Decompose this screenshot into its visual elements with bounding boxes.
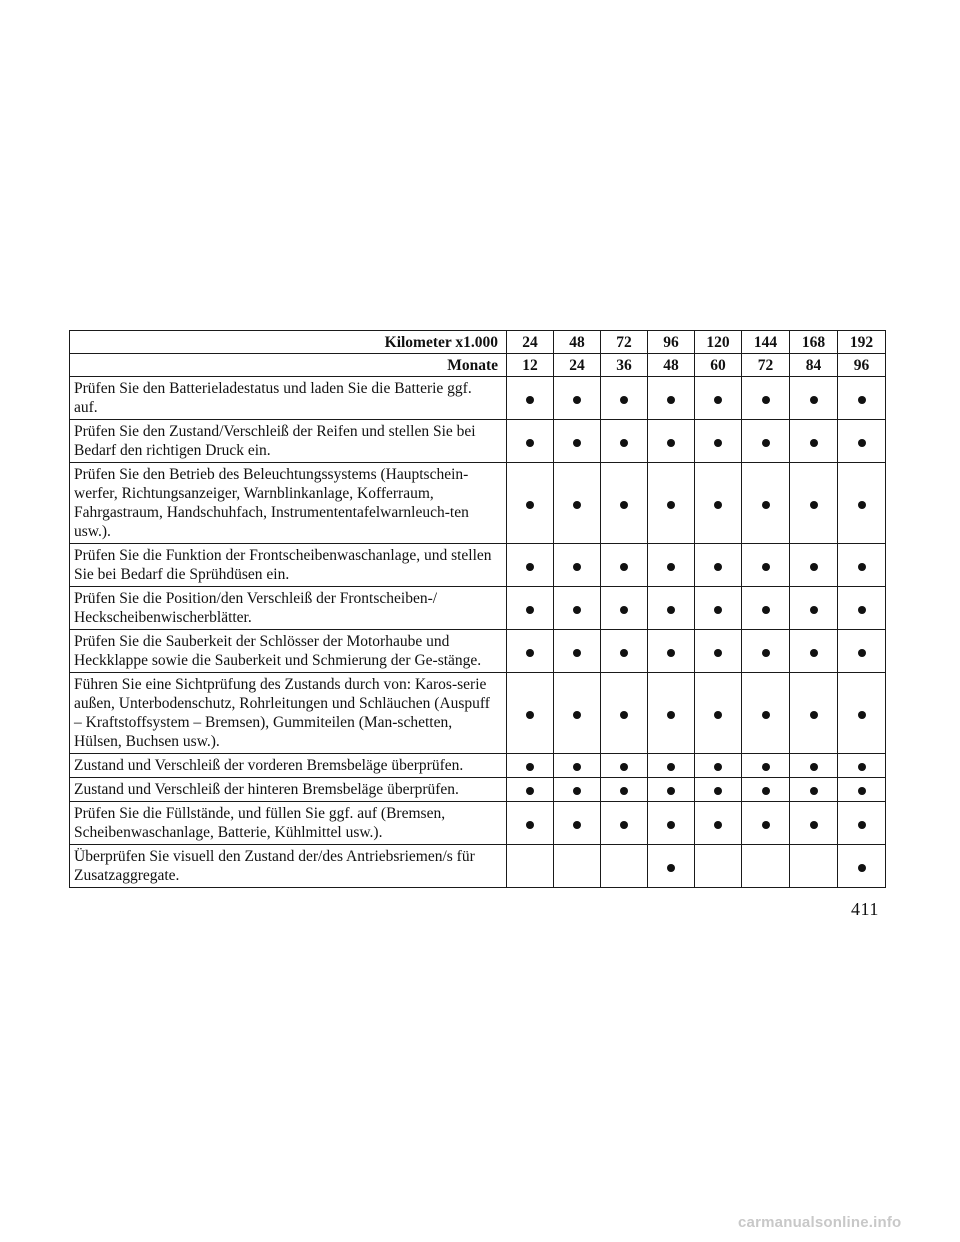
header-interval-cell: 12 bbox=[507, 354, 554, 377]
bullet-icon bbox=[526, 606, 534, 614]
table-row bbox=[70, 587, 886, 630]
task-description: Zustand und Verschleiß der vorderen Bremsbeläge überprüfen. bbox=[70, 754, 507, 778]
header-interval-cell: 72 bbox=[601, 331, 648, 354]
interval-cell bbox=[554, 587, 601, 630]
interval-cell bbox=[554, 463, 601, 544]
interval-cell bbox=[695, 544, 742, 587]
bullet-icon bbox=[573, 763, 581, 771]
table-header-row bbox=[70, 354, 886, 377]
bullet-icon bbox=[620, 821, 628, 829]
interval-cell bbox=[507, 463, 554, 544]
interval-cell bbox=[742, 420, 790, 463]
header-interval-cell: 120 bbox=[695, 331, 742, 354]
bullet-icon bbox=[858, 606, 866, 614]
bullet-icon bbox=[620, 396, 628, 404]
interval-cell bbox=[507, 673, 554, 754]
interval-cell bbox=[742, 587, 790, 630]
interval-cell bbox=[790, 802, 838, 845]
header-interval-cell: 168 bbox=[790, 331, 838, 354]
interval-cell bbox=[790, 778, 838, 802]
interval-cell bbox=[838, 463, 886, 544]
interval-cell bbox=[648, 778, 695, 802]
bullet-icon bbox=[762, 763, 770, 771]
interval-cell bbox=[554, 420, 601, 463]
interval-cell bbox=[838, 377, 886, 420]
interval-cell bbox=[554, 630, 601, 673]
interval-cell bbox=[554, 754, 601, 778]
interval-cell bbox=[601, 420, 648, 463]
header-interval-cell: 84 bbox=[790, 354, 838, 377]
bullet-icon bbox=[810, 649, 818, 657]
header-interval-cell: 96 bbox=[648, 331, 695, 354]
interval-cell bbox=[601, 778, 648, 802]
header-interval-cell: 48 bbox=[554, 331, 601, 354]
bullet-icon bbox=[810, 501, 818, 509]
interval-cell bbox=[790, 587, 838, 630]
table-row bbox=[70, 420, 886, 463]
header-interval-cell: 48 bbox=[648, 354, 695, 377]
interval-cell bbox=[507, 845, 554, 888]
bullet-icon bbox=[714, 396, 722, 404]
interval-cell bbox=[790, 544, 838, 587]
bullet-icon bbox=[858, 763, 866, 771]
task-description: Prüfen Sie die Position/den Verschleiß der Frontscheiben-/ Heckscheibenwischerblätter. bbox=[70, 587, 507, 630]
interval-cell bbox=[601, 845, 648, 888]
table-header-row bbox=[70, 331, 886, 354]
interval-cell bbox=[695, 377, 742, 420]
maintenance-schedule-table bbox=[69, 330, 886, 888]
bullet-icon bbox=[526, 787, 534, 795]
interval-cell bbox=[838, 630, 886, 673]
table-row bbox=[70, 754, 886, 778]
bullet-icon bbox=[526, 711, 534, 719]
interval-cell bbox=[507, 420, 554, 463]
interval-cell bbox=[838, 802, 886, 845]
interval-cell bbox=[554, 845, 601, 888]
interval-cell bbox=[838, 587, 886, 630]
interval-cell bbox=[742, 377, 790, 420]
interval-cell bbox=[790, 630, 838, 673]
bullet-icon bbox=[573, 501, 581, 509]
interval-cell bbox=[507, 377, 554, 420]
table-row bbox=[70, 630, 886, 673]
interval-cell bbox=[838, 420, 886, 463]
bullet-icon bbox=[762, 787, 770, 795]
bullet-icon bbox=[858, 501, 866, 509]
interval-cell bbox=[838, 673, 886, 754]
interval-cell bbox=[648, 420, 695, 463]
bullet-icon bbox=[714, 711, 722, 719]
interval-cell bbox=[838, 845, 886, 888]
interval-cell bbox=[648, 754, 695, 778]
header-interval-cell: 96 bbox=[838, 354, 886, 377]
task-description: Führen Sie eine Sichtprüfung des Zustands durch von: Karos-serie außen, Unterbodenschutz, Rohrleitungen und Schläuchen (Auspuff – Kraftstoffsystem – Bremsen), Gummiteilen (Man-schetten, Hülsen, Buchsen usw.). bbox=[70, 673, 507, 754]
interval-cell bbox=[742, 778, 790, 802]
interval-cell bbox=[742, 544, 790, 587]
interval-cell bbox=[790, 754, 838, 778]
bullet-icon bbox=[667, 864, 675, 872]
interval-cell bbox=[554, 377, 601, 420]
bullet-icon bbox=[573, 711, 581, 719]
bullet-icon bbox=[526, 563, 534, 571]
header-interval-cell: 144 bbox=[742, 331, 790, 354]
bullet-icon bbox=[667, 606, 675, 614]
bullet-icon bbox=[667, 396, 675, 404]
interval-cell bbox=[554, 673, 601, 754]
bullet-icon bbox=[858, 711, 866, 719]
interval-cell bbox=[507, 778, 554, 802]
bullet-icon bbox=[858, 821, 866, 829]
bullet-icon bbox=[858, 649, 866, 657]
interval-cell bbox=[695, 845, 742, 888]
bullet-icon bbox=[810, 563, 818, 571]
bullet-icon bbox=[620, 649, 628, 657]
table-row bbox=[70, 544, 886, 587]
bullet-icon bbox=[810, 763, 818, 771]
interval-cell bbox=[742, 802, 790, 845]
header-row-label: Monate bbox=[70, 354, 507, 377]
interval-cell bbox=[601, 630, 648, 673]
header-row-label: Kilometer x1.000 bbox=[70, 331, 507, 354]
table-row bbox=[70, 778, 886, 802]
bullet-icon bbox=[667, 501, 675, 509]
interval-cell bbox=[695, 802, 742, 845]
interval-cell bbox=[601, 587, 648, 630]
bullet-icon bbox=[858, 396, 866, 404]
bullet-icon bbox=[858, 563, 866, 571]
interval-cell bbox=[648, 377, 695, 420]
bullet-icon bbox=[762, 821, 770, 829]
interval-cell bbox=[507, 802, 554, 845]
bullet-icon bbox=[526, 396, 534, 404]
bullet-icon bbox=[714, 787, 722, 795]
bullet-icon bbox=[810, 396, 818, 404]
bullet-icon bbox=[573, 439, 581, 447]
bullet-icon bbox=[667, 649, 675, 657]
table-row bbox=[70, 673, 886, 754]
bullet-icon bbox=[667, 763, 675, 771]
bullet-icon bbox=[620, 787, 628, 795]
bullet-icon bbox=[810, 439, 818, 447]
interval-cell bbox=[695, 673, 742, 754]
bullet-icon bbox=[762, 711, 770, 719]
bullet-icon bbox=[620, 711, 628, 719]
interval-cell bbox=[742, 754, 790, 778]
interval-cell bbox=[742, 673, 790, 754]
bullet-icon bbox=[667, 821, 675, 829]
task-description: Prüfen Sie den Betrieb des Beleuchtungssystems (Hauptschein-werfer, Richtungsanzeiger, Warnblinkanlage, Kofferraum, Fahrgastraum, Handschuhfach, Instrumententafelwarnleuch-ten usw.). bbox=[70, 463, 507, 544]
bullet-icon bbox=[858, 864, 866, 872]
task-description: Prüfen Sie die Füllstände, und füllen Sie ggf. auf (Bremsen, Scheibenwaschanlage, Batterie, Kühlmittel usw.). bbox=[70, 802, 507, 845]
bullet-icon bbox=[573, 821, 581, 829]
interval-cell bbox=[601, 673, 648, 754]
bullet-icon bbox=[573, 563, 581, 571]
table-row bbox=[70, 463, 886, 544]
interval-cell bbox=[695, 463, 742, 544]
interval-cell bbox=[790, 420, 838, 463]
interval-cell bbox=[695, 587, 742, 630]
interval-cell bbox=[601, 754, 648, 778]
page-number: 411 bbox=[851, 899, 879, 919]
bullet-icon bbox=[762, 606, 770, 614]
bullet-icon bbox=[620, 563, 628, 571]
interval-cell bbox=[507, 544, 554, 587]
interval-cell bbox=[648, 463, 695, 544]
header-interval-cell: 24 bbox=[507, 331, 554, 354]
bullet-icon bbox=[573, 787, 581, 795]
interval-cell bbox=[742, 463, 790, 544]
watermark-text: carmanualsonline.info bbox=[738, 1214, 902, 1231]
bullet-icon bbox=[667, 439, 675, 447]
bullet-icon bbox=[714, 763, 722, 771]
bullet-icon bbox=[526, 501, 534, 509]
header-interval-cell: 24 bbox=[554, 354, 601, 377]
bullet-icon bbox=[762, 649, 770, 657]
interval-cell bbox=[838, 778, 886, 802]
task-description: Zustand und Verschleiß der hinteren Bremsbeläge überprüfen. bbox=[70, 778, 507, 802]
bullet-icon bbox=[810, 711, 818, 719]
bullet-icon bbox=[714, 439, 722, 447]
interval-cell bbox=[601, 544, 648, 587]
interval-cell bbox=[507, 754, 554, 778]
interval-cell bbox=[838, 754, 886, 778]
bullet-icon bbox=[620, 501, 628, 509]
task-description: Überprüfen Sie visuell den Zustand der/des Antriebsriemen/s für Zusatzaggregate. bbox=[70, 845, 507, 888]
interval-cell bbox=[790, 845, 838, 888]
interval-cell bbox=[648, 673, 695, 754]
bullet-icon bbox=[762, 396, 770, 404]
bullet-icon bbox=[714, 606, 722, 614]
task-description: Prüfen Sie die Sauberkeit der Schlösser der Motorhaube und Heckklappe sowie die Sauberkeit und Schmierung der Ge-stänge. bbox=[70, 630, 507, 673]
interval-cell bbox=[838, 544, 886, 587]
table-row bbox=[70, 802, 886, 845]
interval-cell bbox=[790, 463, 838, 544]
interval-cell bbox=[648, 544, 695, 587]
interval-cell bbox=[601, 802, 648, 845]
interval-cell bbox=[648, 587, 695, 630]
interval-cell bbox=[695, 420, 742, 463]
bullet-icon bbox=[714, 563, 722, 571]
interval-cell bbox=[648, 802, 695, 845]
task-description: Prüfen Sie den Zustand/Verschleiß der Reifen und stellen Sie bei Bedarf den richtigen Druck ein. bbox=[70, 420, 507, 463]
task-description: Prüfen Sie den Batterieladestatus und laden Sie die Batterie ggf. auf. bbox=[70, 377, 507, 420]
bullet-icon bbox=[667, 563, 675, 571]
bullet-icon bbox=[810, 821, 818, 829]
header-interval-cell: 72 bbox=[742, 354, 790, 377]
bullet-icon bbox=[620, 439, 628, 447]
interval-cell bbox=[790, 673, 838, 754]
bullet-icon bbox=[858, 787, 866, 795]
bullet-icon bbox=[620, 763, 628, 771]
bullet-icon bbox=[714, 501, 722, 509]
interval-cell bbox=[790, 377, 838, 420]
header-interval-cell: 60 bbox=[695, 354, 742, 377]
interval-cell bbox=[695, 630, 742, 673]
interval-cell bbox=[601, 377, 648, 420]
bullet-icon bbox=[526, 763, 534, 771]
interval-cell bbox=[554, 544, 601, 587]
interval-cell bbox=[554, 778, 601, 802]
interval-cell bbox=[507, 587, 554, 630]
bullet-icon bbox=[667, 711, 675, 719]
bullet-icon bbox=[573, 649, 581, 657]
bullet-icon bbox=[714, 821, 722, 829]
bullet-icon bbox=[762, 501, 770, 509]
bullet-icon bbox=[667, 787, 675, 795]
bullet-icon bbox=[762, 439, 770, 447]
bullet-icon bbox=[858, 439, 866, 447]
bullet-icon bbox=[620, 606, 628, 614]
interval-cell bbox=[601, 463, 648, 544]
interval-cell bbox=[742, 845, 790, 888]
header-interval-cell: 192 bbox=[838, 331, 886, 354]
bullet-icon bbox=[573, 606, 581, 614]
header-interval-cell: 36 bbox=[601, 354, 648, 377]
interval-cell bbox=[648, 630, 695, 673]
table-row bbox=[70, 377, 886, 420]
bullet-icon bbox=[762, 563, 770, 571]
bullet-icon bbox=[810, 606, 818, 614]
interval-cell bbox=[554, 802, 601, 845]
interval-cell bbox=[648, 845, 695, 888]
interval-cell bbox=[507, 630, 554, 673]
bullet-icon bbox=[526, 649, 534, 657]
bullet-icon bbox=[573, 396, 581, 404]
interval-cell bbox=[742, 630, 790, 673]
interval-cell bbox=[695, 754, 742, 778]
table-row bbox=[70, 845, 886, 888]
bullet-icon bbox=[526, 439, 534, 447]
bullet-icon bbox=[714, 649, 722, 657]
task-description: Prüfen Sie die Funktion der Frontscheibenwaschanlage, und stellen Sie bei Bedarf die Sprühdüsen ein. bbox=[70, 544, 507, 587]
interval-cell bbox=[695, 778, 742, 802]
bullet-icon bbox=[810, 787, 818, 795]
bullet-icon bbox=[526, 821, 534, 829]
